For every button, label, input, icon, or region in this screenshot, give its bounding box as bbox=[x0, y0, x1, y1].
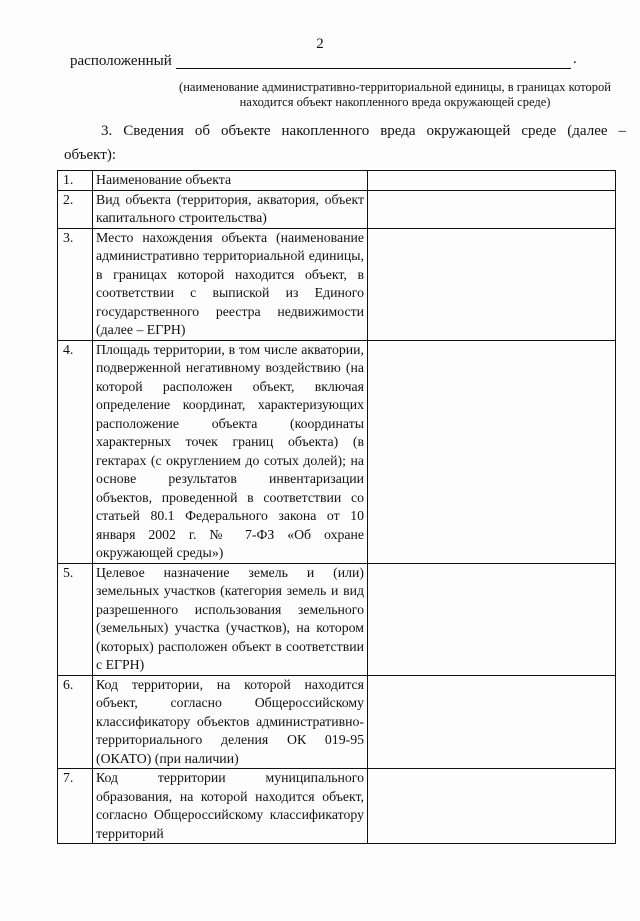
row-number: 1. bbox=[58, 171, 93, 191]
table-row bbox=[58, 769, 616, 844]
row-number: 7. bbox=[58, 769, 93, 844]
page-number: 2 bbox=[316, 36, 324, 52]
located-label: расположенный bbox=[70, 53, 172, 69]
located-end-dot: . bbox=[573, 51, 577, 67]
table-row bbox=[58, 228, 616, 340]
row-label: Вид объекта (территория, акватория, объект капитального строительства) bbox=[93, 190, 368, 228]
table-row bbox=[58, 675, 616, 769]
table-row bbox=[58, 171, 616, 191]
row-label: Наименование объекта bbox=[93, 171, 368, 191]
row-value-cell[interactable] bbox=[368, 340, 616, 563]
location-hint: (наименование административно-территориальной единицы, в границах которой находится объект накопленного вреда окружающей среде) bbox=[179, 80, 611, 109]
row-number: 4. bbox=[58, 340, 93, 563]
table-row bbox=[58, 563, 616, 675]
row-value-cell[interactable] bbox=[368, 190, 616, 228]
section-title: 3. Сведения об объекте накопленного вреда окружающей среде (далее – bbox=[101, 123, 626, 139]
row-label: Код территории муниципального образования, на которой находится объект, согласно Общероссийскому классификатору территорий bbox=[93, 769, 368, 844]
table-row bbox=[58, 340, 616, 563]
row-value-cell[interactable] bbox=[368, 171, 616, 191]
row-label: Код территории, на которой находится объект, согласно Общероссийскому классификатору объектов административно-территориального деления ОК 019-95 (ОКАТО) (при наличии) bbox=[93, 675, 368, 769]
row-number: 5. bbox=[58, 563, 93, 675]
row-value-cell[interactable] bbox=[368, 563, 616, 675]
row-label: Место нахождения объекта (наименование административно территориальной единицы, в границах которой находится объект, в соответствии с выпиской из Единого государственного реестра недвижимости (далее – ЕГРН) bbox=[93, 228, 368, 340]
row-number: 2. bbox=[58, 190, 93, 228]
located-fill-line bbox=[176, 68, 571, 69]
row-label: Площадь территории, в том числе акватории, подверженной негативному воздействию (на которой расположен объект, включая определение координат, характеризующих расположение объекта (координаты характерных точек границ объекта) (в гектарах (с округлением до сотых долей); на основе результатов инвентаризации объектов, проведенной в соответствии со статьей 80.1 Федерального закона от 10 января 2002 г. № 7-ФЗ «Об охране окружающей среды») bbox=[93, 340, 368, 563]
object-info-table bbox=[57, 170, 616, 844]
row-value-cell[interactable] bbox=[368, 228, 616, 340]
row-number: 6. bbox=[58, 675, 93, 769]
row-value-cell[interactable] bbox=[368, 675, 616, 769]
section-title-continued: объект): bbox=[64, 147, 116, 163]
row-value-cell[interactable] bbox=[368, 769, 616, 844]
table-row bbox=[58, 190, 616, 228]
row-number: 3. bbox=[58, 228, 93, 340]
row-label: Целевое назначение земель и (или) земельных участков (категория земель и вид разрешенного использования земельного (земельных) участка (участков), на котором (которых) расположен объект в соответствии с ЕГРН) bbox=[93, 563, 368, 675]
